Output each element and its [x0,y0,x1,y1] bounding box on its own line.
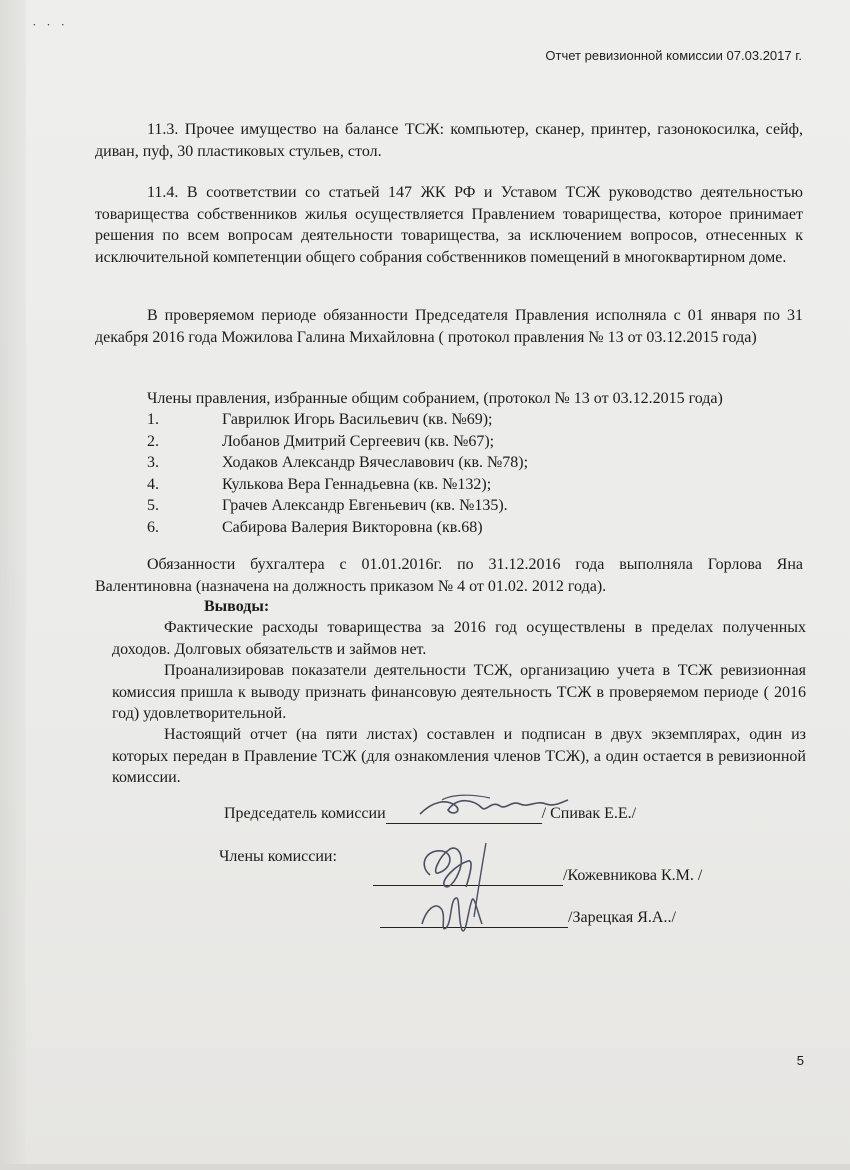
list-number: 5. [147,497,159,514]
conclusion-3 [112,724,806,789]
page-number: 5 [796,1053,804,1068]
scan-bottom-edge [0,1164,850,1170]
board-members-list [147,409,747,538]
member-name-2: /Зарецкая Я.А../ [568,909,676,926]
list-item [147,495,747,517]
list-text: Кулькова Вера Геннадьевна (кв. №132); [222,475,492,493]
paragraph-accountant: Обязанности бухгалтера с 01.01.2016г. по 31.12.2016 года выполняла Горлова Яна Валентиновна (назначена на должность приказом № 4 от 01.02. 2012 года). [95,556,803,595]
member-signature-2 [416,880,506,940]
list-item [147,409,747,431]
list-item [147,474,747,496]
conclusion-text: Фактические расходы товарищества за 2016 год осуществлены в пределах полученных доходов. Долговых обязательств и займов нет. [112,619,806,658]
members-intro: Члены правления, избранные общим собранием, (протокол № 13 от 03.12.2015 года) [147,390,723,407]
conclusion-text: Проанализировав показатели деятельности ТСЖ, организацию учета в ТСЖ ревизионная комиссия пришла к выводу признать финансовую деятельность ТСЖ в проверяемом периоде ( 2016 год) удовлетворительной. [112,662,806,722]
paragraph-11-4: 11.4. В соответствии со статьей 147 ЖК РФ и Уставом ТСЖ руководство деятельностью товарищества собственников жилья осуществляется Правлением товарищества, которое принимает решения по всем вопросам деятельности товарищества, за исключением вопросов, отнесенных к исключительной компетенции общего собрания собственников помещений в многоквартирном доме. [95,184,803,266]
list-text: Грачев Александр Евгеньевич (кв. №135). [222,497,508,514]
list-number: 3. [147,454,159,471]
conclusion-2 [112,660,806,725]
conclusions-heading: Выводы: [204,598,270,615]
list-item [147,517,747,539]
paragraph-chairperson: В проверяемом периоде обязанности Председателя Правления исполняла с 01 января по 31 декабря 2016 года Можилова Галина Михайловна ( протокол правления № 13 от 03.12.2015 года) [95,307,803,346]
conclusion-text: Настоящий отчет (на пяти листах) составлен и подписан в двух экземплярах, один из которых передан в Правление ТСЖ (для ознакомления членов ТСЖ), а один остается в ревизионной комиссии. [112,726,806,786]
chairman-name: / Спивак Е.Е./ [541,805,637,822]
scan-edge [0,0,26,1170]
list-text: Ходаков Александр Вячеславович (кв. №78); [222,454,529,471]
member-name-1: /Кожевникова К.М. / [563,867,703,884]
scan-specks: ˙ ˙ ˙ [32,22,68,37]
paragraph-11-3: 11.3. Прочее имущество на балансе ТСЖ: компьютер, сканер, принтер, газонокосилка, сейф, диван, пуф, 30 пластиковых стульев, стол. [95,121,803,160]
list-number: 1. [147,411,159,428]
list-item [147,452,747,474]
chairman-signature [412,788,572,824]
document-header: Отчет ревизионной комиссии 07.03.2017 г. [545,48,802,63]
conclusion-1 [112,617,806,660]
members-label: Члены комиссии: [219,848,337,865]
list-text: Гаврилюк Игорь Васильевич (кв. №69); [222,411,493,428]
list-number: 4. [147,475,159,493]
list-text: Лобанов Дмитрий Сергеевич (кв. №67); [222,432,495,450]
list-item [147,431,747,453]
chairman-label: Председатель комиссии [224,805,386,822]
list-number: 2. [147,432,159,450]
list-number: 6. [147,518,159,536]
list-text: Сабирова Валерия Викторовна (кв.68) [222,518,483,536]
